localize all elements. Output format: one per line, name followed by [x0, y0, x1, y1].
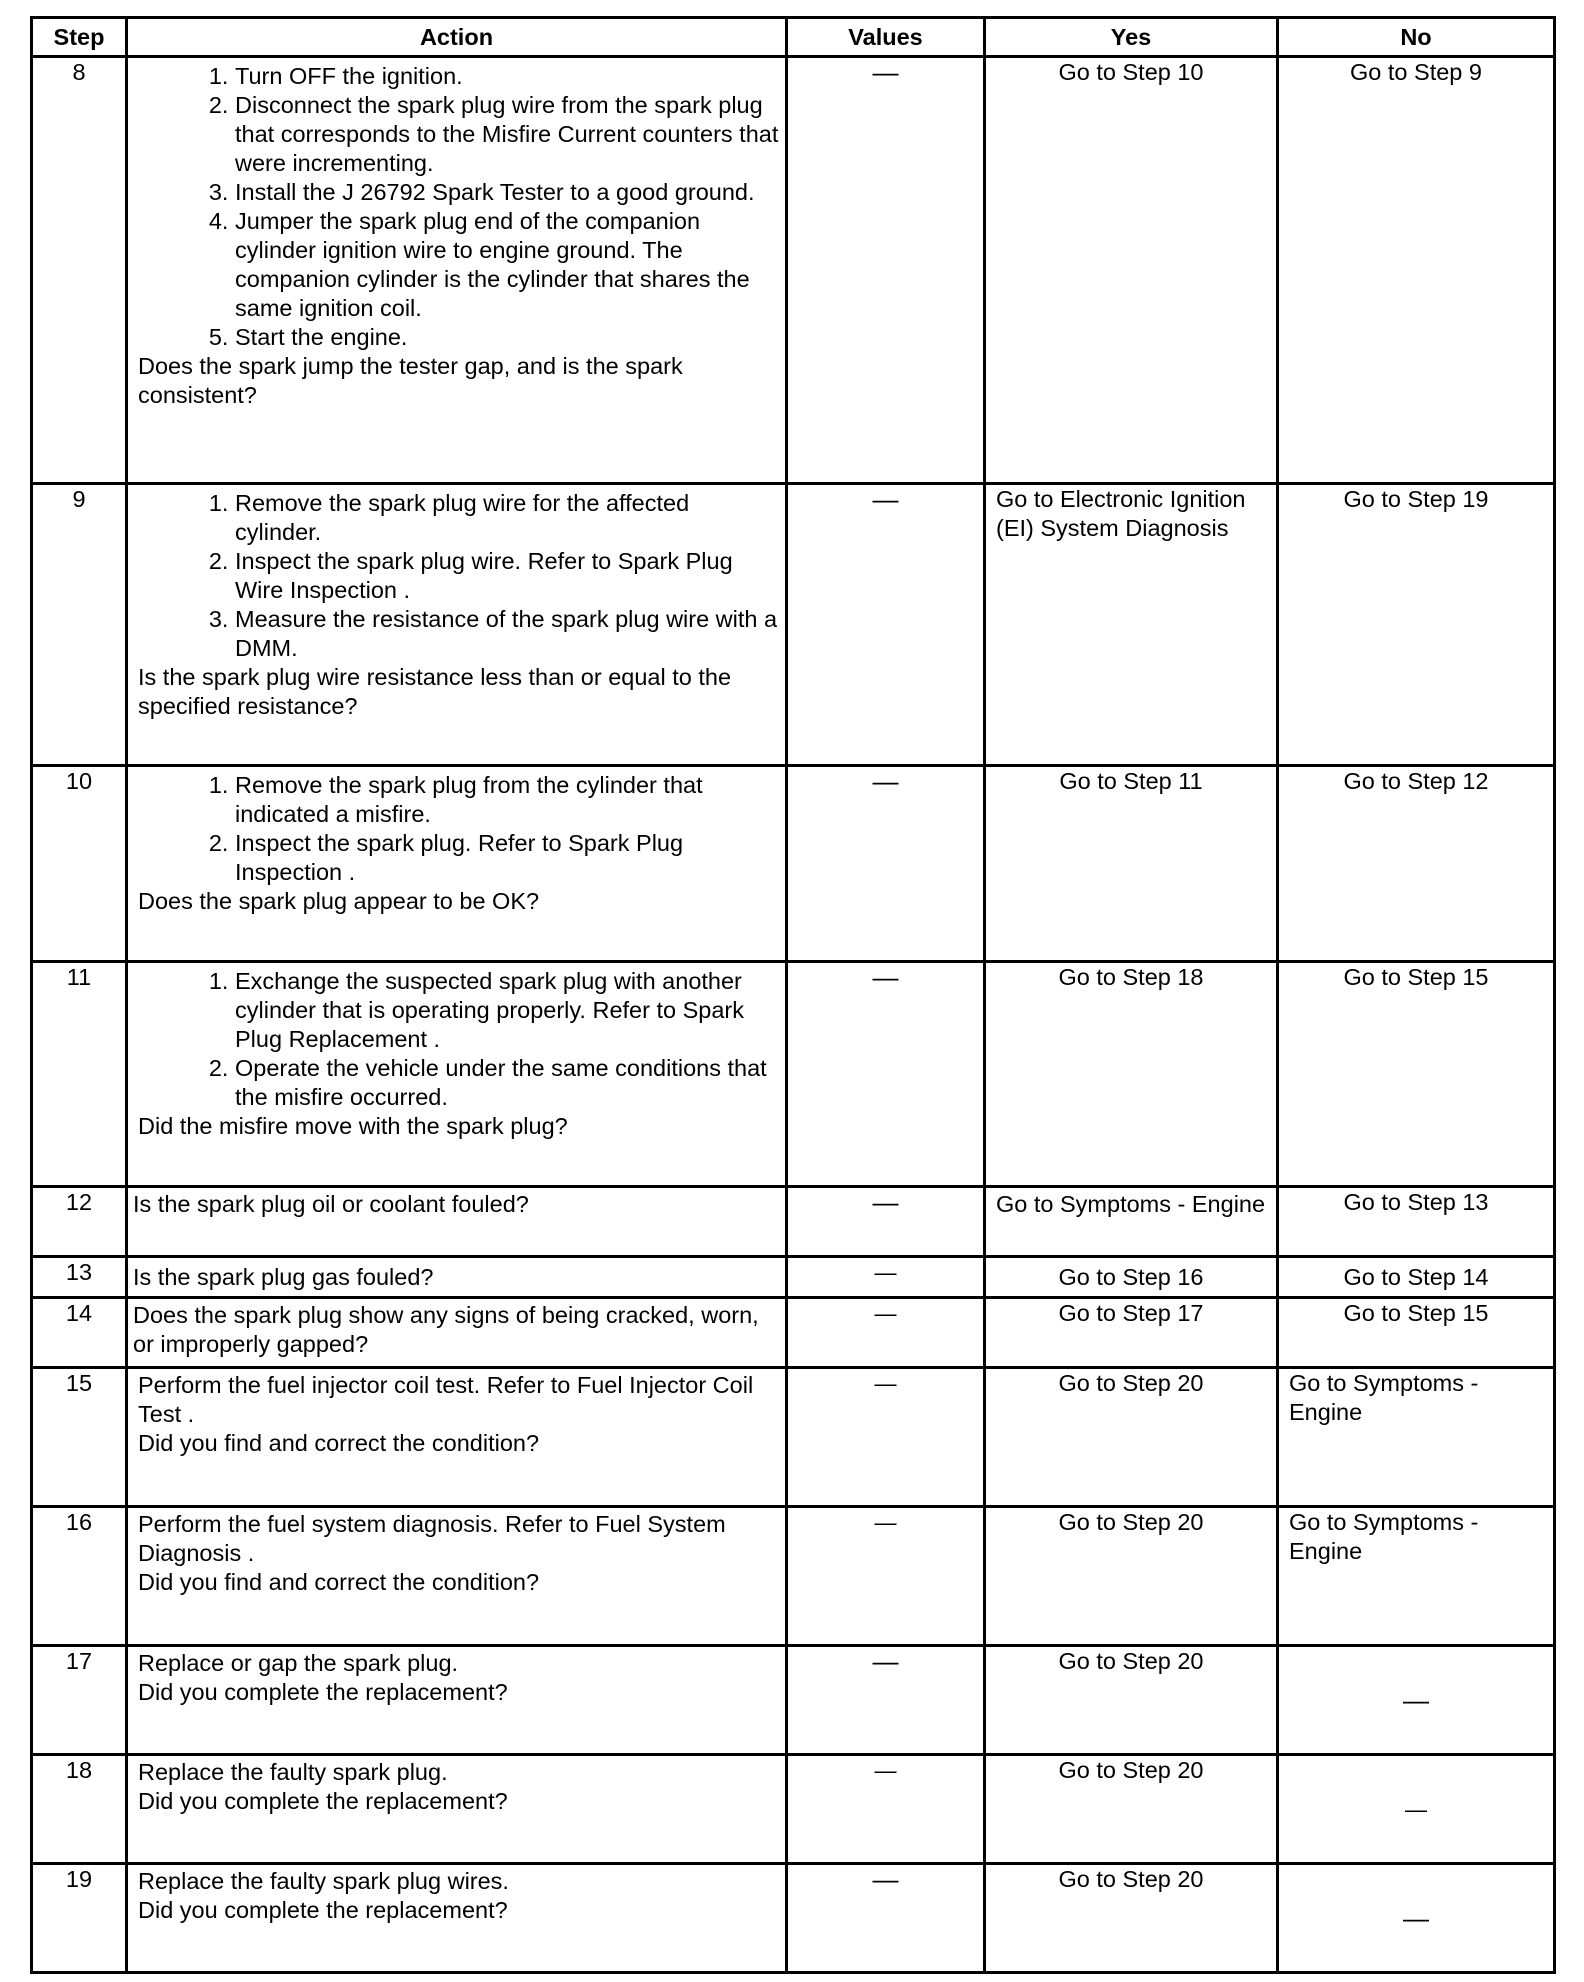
- yes-outcome: Go to Step 20: [1058, 1370, 1204, 1396]
- yes-cell: [985, 1755, 1278, 1864]
- table-row: [32, 962, 1555, 1187]
- list-item: 1. Exchange the suspected spark plug with another cylinder that is operating properly. Refer to Spark Plug Replacement .: [235, 967, 780, 1054]
- step-number: 15: [32, 1368, 127, 1507]
- yes-cell: [985, 1298, 1278, 1368]
- action-question: Does the spark jump the tester gap, and is the spark consistent?: [138, 353, 683, 408]
- action-cell: [127, 1187, 787, 1257]
- no-cell: [1278, 1646, 1555, 1755]
- yes-cell: [985, 484, 1278, 766]
- step-number: 18: [32, 1755, 127, 1864]
- header-action: Action: [127, 18, 787, 57]
- values-cell: —: [787, 1507, 985, 1646]
- action-text: Is the spark plug oil or coolant fouled?: [133, 1191, 529, 1217]
- action-question: Did you find and correct the condition?: [138, 1569, 540, 1595]
- header-row: [32, 18, 1555, 57]
- action-text: Replace or gap the spark plug.: [138, 1650, 459, 1676]
- action-text: Does the spark plug show any signs of being cracked, worn, or improperly gapped?: [133, 1302, 759, 1357]
- yes-outcome: Go to Electronic Ignition (EI) System Diagnosis: [996, 486, 1246, 541]
- values-cell: —: [787, 962, 985, 1187]
- action-text: Is the spark plug gas fouled?: [133, 1263, 434, 1290]
- yes-outcome: Go to Step 20: [1058, 1866, 1204, 1892]
- values-cell: —: [787, 57, 985, 484]
- values-cell: —: [787, 766, 985, 962]
- no-outcome: Go to Step 19: [1343, 486, 1489, 512]
- table-row: [32, 1187, 1555, 1257]
- action-cell: [127, 1368, 787, 1507]
- yes-cell: [985, 1368, 1278, 1507]
- step-number: 17: [32, 1646, 127, 1755]
- yes-cell: [985, 1507, 1278, 1646]
- table-row: [32, 1507, 1555, 1646]
- values-cell: —: [787, 1646, 985, 1755]
- list-item: 1. Remove the spark plug wire for the affected cylinder.: [235, 489, 780, 547]
- table-row: [32, 1755, 1555, 1864]
- yes-outcome: Go to Step 20: [1058, 1509, 1204, 1535]
- no-outcome: Go to Step 9: [1350, 59, 1482, 85]
- step-number: 14: [32, 1298, 127, 1368]
- yes-cell: [985, 1187, 1278, 1257]
- step-number: 9: [32, 484, 127, 766]
- action-question: Did the misfire move with the spark plug?: [138, 1113, 568, 1139]
- action-cell: [127, 1257, 787, 1298]
- action-question: Did you complete the replacement?: [138, 1679, 508, 1705]
- values-cell: —: [787, 1187, 985, 1257]
- yes-outcome: Go to Step 20: [1058, 1757, 1204, 1783]
- list-item: 5. Start the engine.: [235, 323, 780, 352]
- list-item: 2. Disconnect the spark plug wire from the spark plug that corresponds to the Misfire Current counters that were incrementing.: [235, 91, 780, 178]
- no-cell: [1278, 1368, 1555, 1507]
- table-row: [32, 484, 1555, 766]
- action-steps-list: [133, 489, 780, 663]
- list-item: 4. Jumper the spark plug end of the companion cylinder ignition wire to engine ground. The companion cylinder is the cylinder that shares the same ignition coil.: [235, 207, 780, 323]
- no-outcome: Go to Step 15: [1343, 964, 1489, 990]
- values-cell: —: [787, 1368, 985, 1507]
- action-question: Did you find and correct the condition?: [138, 1430, 540, 1456]
- step-number: 19: [32, 1864, 127, 1973]
- no-cell: [1278, 1864, 1555, 1973]
- action-text: Replace the faulty spark plug.: [138, 1759, 448, 1785]
- no-outcome: Go to Symptoms - Engine: [1289, 1509, 1479, 1564]
- no-cell: [1278, 1755, 1555, 1864]
- table-row: [32, 1298, 1555, 1368]
- table-row: [32, 766, 1555, 962]
- no-outcome: Go to Step 15: [1343, 1300, 1489, 1326]
- yes-cell: [985, 962, 1278, 1187]
- table-row: [32, 1864, 1555, 1973]
- no-cell: [1278, 1298, 1555, 1368]
- values-cell: —: [787, 1864, 985, 1973]
- action-text: Perform the fuel injector coil test. Refer to Fuel Injector Coil Test .: [138, 1372, 754, 1427]
- action-cell: [127, 766, 787, 962]
- yes-outcome: Go to Step 11: [1059, 768, 1203, 794]
- action-cell: [127, 1646, 787, 1755]
- values-cell: —: [787, 1257, 985, 1298]
- values-cell: —: [787, 484, 985, 766]
- step-number: 11: [32, 962, 127, 1187]
- table-row: [32, 1368, 1555, 1507]
- yes-outcome: Go to Symptoms - Engine: [996, 1191, 1266, 1217]
- step-number: 13: [32, 1257, 127, 1298]
- header-values: Values: [787, 18, 985, 57]
- step-number: 10: [32, 766, 127, 962]
- header-no: No: [1278, 18, 1555, 57]
- action-question: Did you complete the replacement?: [138, 1788, 508, 1814]
- header-step: Step: [32, 18, 127, 57]
- action-cell: [127, 1755, 787, 1864]
- no-cell: [1278, 962, 1555, 1187]
- action-steps-list: [133, 771, 780, 887]
- values-cell: —: [787, 1755, 985, 1864]
- list-item: 3. Measure the resistance of the spark plug wire with a DMM.: [235, 605, 780, 663]
- action-cell: [127, 962, 787, 1187]
- yes-outcome: Go to Step 10: [1058, 59, 1204, 85]
- yes-cell: [985, 1646, 1278, 1755]
- action-cell: [127, 57, 787, 484]
- no-cell: [1278, 484, 1555, 766]
- action-cell: [127, 1507, 787, 1646]
- table-row: [32, 1257, 1555, 1298]
- step-number: 16: [32, 1507, 127, 1646]
- no-outcome: Go to Step 12: [1343, 768, 1489, 794]
- no-outcome: Go to Step 14: [1343, 1263, 1489, 1290]
- yes-outcome: Go to Step 16: [1058, 1263, 1204, 1290]
- yes-cell: [985, 766, 1278, 962]
- no-outcome: Go to Step 13: [1343, 1189, 1489, 1215]
- action-question: Does the spark plug appear to be OK?: [138, 888, 540, 914]
- list-item: 2. Operate the vehicle under the same conditions that the misfire occurred.: [235, 1054, 780, 1112]
- no-cell: [1278, 1507, 1555, 1646]
- no-cell: [1278, 766, 1555, 962]
- action-steps-list: [133, 967, 780, 1112]
- action-text: Perform the fuel system diagnosis. Refer to Fuel System Diagnosis .: [138, 1511, 726, 1566]
- list-item: 2. Inspect the spark plug. Refer to Spark Plug Inspection .: [235, 829, 780, 887]
- yes-outcome: Go to Step 20: [1058, 1648, 1204, 1674]
- list-item: 1. Remove the spark plug from the cylinder that indicated a misfire.: [235, 771, 780, 829]
- step-number: 12: [32, 1187, 127, 1257]
- no-outcome: —: [1403, 1902, 1429, 1933]
- values-cell: —: [787, 1298, 985, 1368]
- list-item: 1. Turn OFF the ignition.: [235, 62, 780, 91]
- no-outcome: —: [1403, 1684, 1429, 1715]
- diagnostic-table: [30, 16, 1556, 1974]
- yes-outcome: Go to Step 18: [1058, 964, 1204, 990]
- action-steps-list: [133, 62, 780, 352]
- table-row: [32, 1646, 1555, 1755]
- no-cell: [1278, 1257, 1555, 1298]
- list-item: 3. Install the J 26792 Spark Tester to a good ground.: [235, 178, 780, 207]
- no-cell: [1278, 57, 1555, 484]
- no-outcome: —: [1405, 1796, 1427, 1822]
- action-cell: [127, 1864, 787, 1973]
- action-text: Replace the faulty spark plug wires.: [138, 1868, 509, 1894]
- action-cell: [127, 1298, 787, 1368]
- yes-cell: [985, 1864, 1278, 1973]
- yes-outcome: Go to Step 17: [1058, 1300, 1204, 1326]
- yes-cell: [985, 57, 1278, 484]
- step-number: 8: [32, 57, 127, 484]
- no-outcome: Go to Symptoms - Engine: [1289, 1370, 1479, 1425]
- action-cell: [127, 484, 787, 766]
- no-cell: [1278, 1187, 1555, 1257]
- header-yes: Yes: [985, 18, 1278, 57]
- action-question: Is the spark plug wire resistance less than or equal to the specified resistance?: [138, 664, 732, 719]
- list-item: 2. Inspect the spark plug wire. Refer to Spark Plug Wire Inspection .: [235, 547, 780, 605]
- action-question: Did you complete the replacement?: [138, 1897, 508, 1923]
- table-row: [32, 57, 1555, 484]
- yes-cell: [985, 1257, 1278, 1298]
